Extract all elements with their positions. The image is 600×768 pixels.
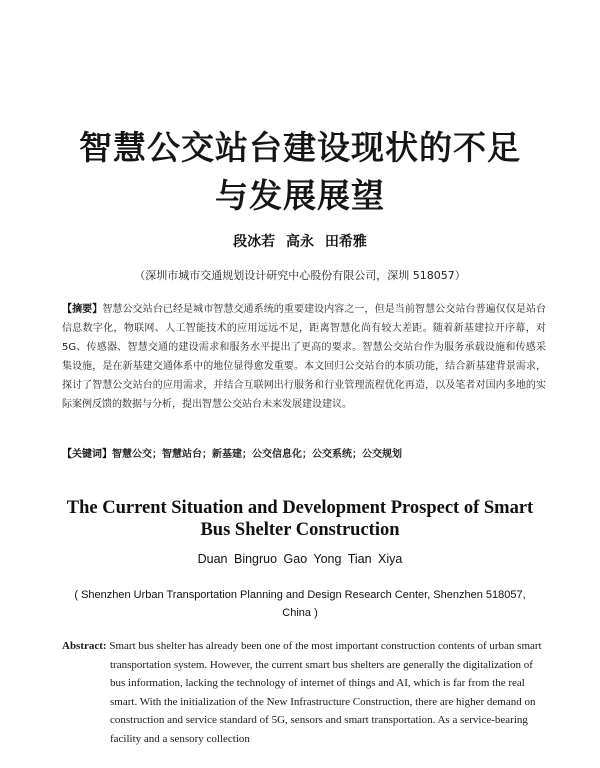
cn-abstract [62, 300, 546, 414]
keyword-separator: ； [302, 449, 312, 460]
keyword-separator: ； [242, 449, 252, 460]
cn-title-line-2: 与发展展望 [215, 176, 385, 215]
keyword: 新基建 [212, 449, 242, 460]
en-abstract-text: Smart bus shelter has already been one of the most important construction contents of urban smart transportation system. However, the current smart bus shelters are generally the digitalization of bus information, lacking the technology of internet of things and AI, which is far from the real smart. With the initialization of the New Infrastructure Construction, there are higher demand on construction and service standard of 5G, sensors and smart transportation. As a service-bearing facility and a sensory collection [109, 640, 542, 745]
cn-keywords [62, 445, 546, 464]
cn-abstract-label: 【摘要】 [62, 304, 103, 315]
keyword: 智慧公交 [112, 449, 152, 460]
en-title-line-2: Bus Shelter Construction [200, 520, 400, 540]
en-title-line-1: The Current Situation and Development Prospect of Smart [66, 498, 534, 518]
keyword-separator: ； [352, 449, 362, 460]
keyword: 智慧站台 [162, 449, 202, 460]
keyword: 公交信息化 [252, 449, 302, 460]
en-authors: Duan Bingruo Gao Yong Tian Xiya [197, 552, 403, 566]
keyword: 公交规划 [362, 449, 402, 460]
cn-keywords-label: 【关键词】 [62, 449, 112, 460]
cn-authors: 段冰若 高永 田希雅 [233, 234, 367, 250]
keyword-separator: ； [152, 449, 162, 460]
keyword: 公交系统 [312, 449, 352, 460]
en-affiliation: ( Shenzhen Urban Transportation Planning and Design Research Center, Shenzhen 518057, China ) [74, 589, 526, 619]
cn-affiliation: （深圳市城市交通规划设计研究中心股份有限公司，深圳 518057） [134, 269, 466, 282]
en-abstract-label: Abstract: [62, 640, 107, 652]
en-abstract [62, 637, 544, 749]
cn-abstract-text: 智慧公交站台已经是城市智慧交通系统的重要建设内容之一，但是当前智慧公交站台普遍仅仅是站台信息数字化，物联网、人工智能技术的应用远远不足，距离智慧化尚有较大差距。随着新基建拉开序幕，对5G、传感器、智慧交通的建设需求和服务水平提出了更高的要求。智慧公交站台作为服务承载设施和传感采集设施，是在新基建交通体系中的地位显得愈发重要。本文回归公交站台的本质功能，结合新基建背景需求，探讨了智慧公交站台的应用需求，并结合互联网出行服务和行业管理流程优化再造，以及笔者对国内多地的实际案例反馈的数据与分析，提出智慧公交站台未来发展建设建议。 [62, 304, 547, 410]
keyword-separator: ； [202, 449, 212, 460]
cn-title-line-1: 智慧公交站台建设现状的不足 [79, 128, 521, 167]
